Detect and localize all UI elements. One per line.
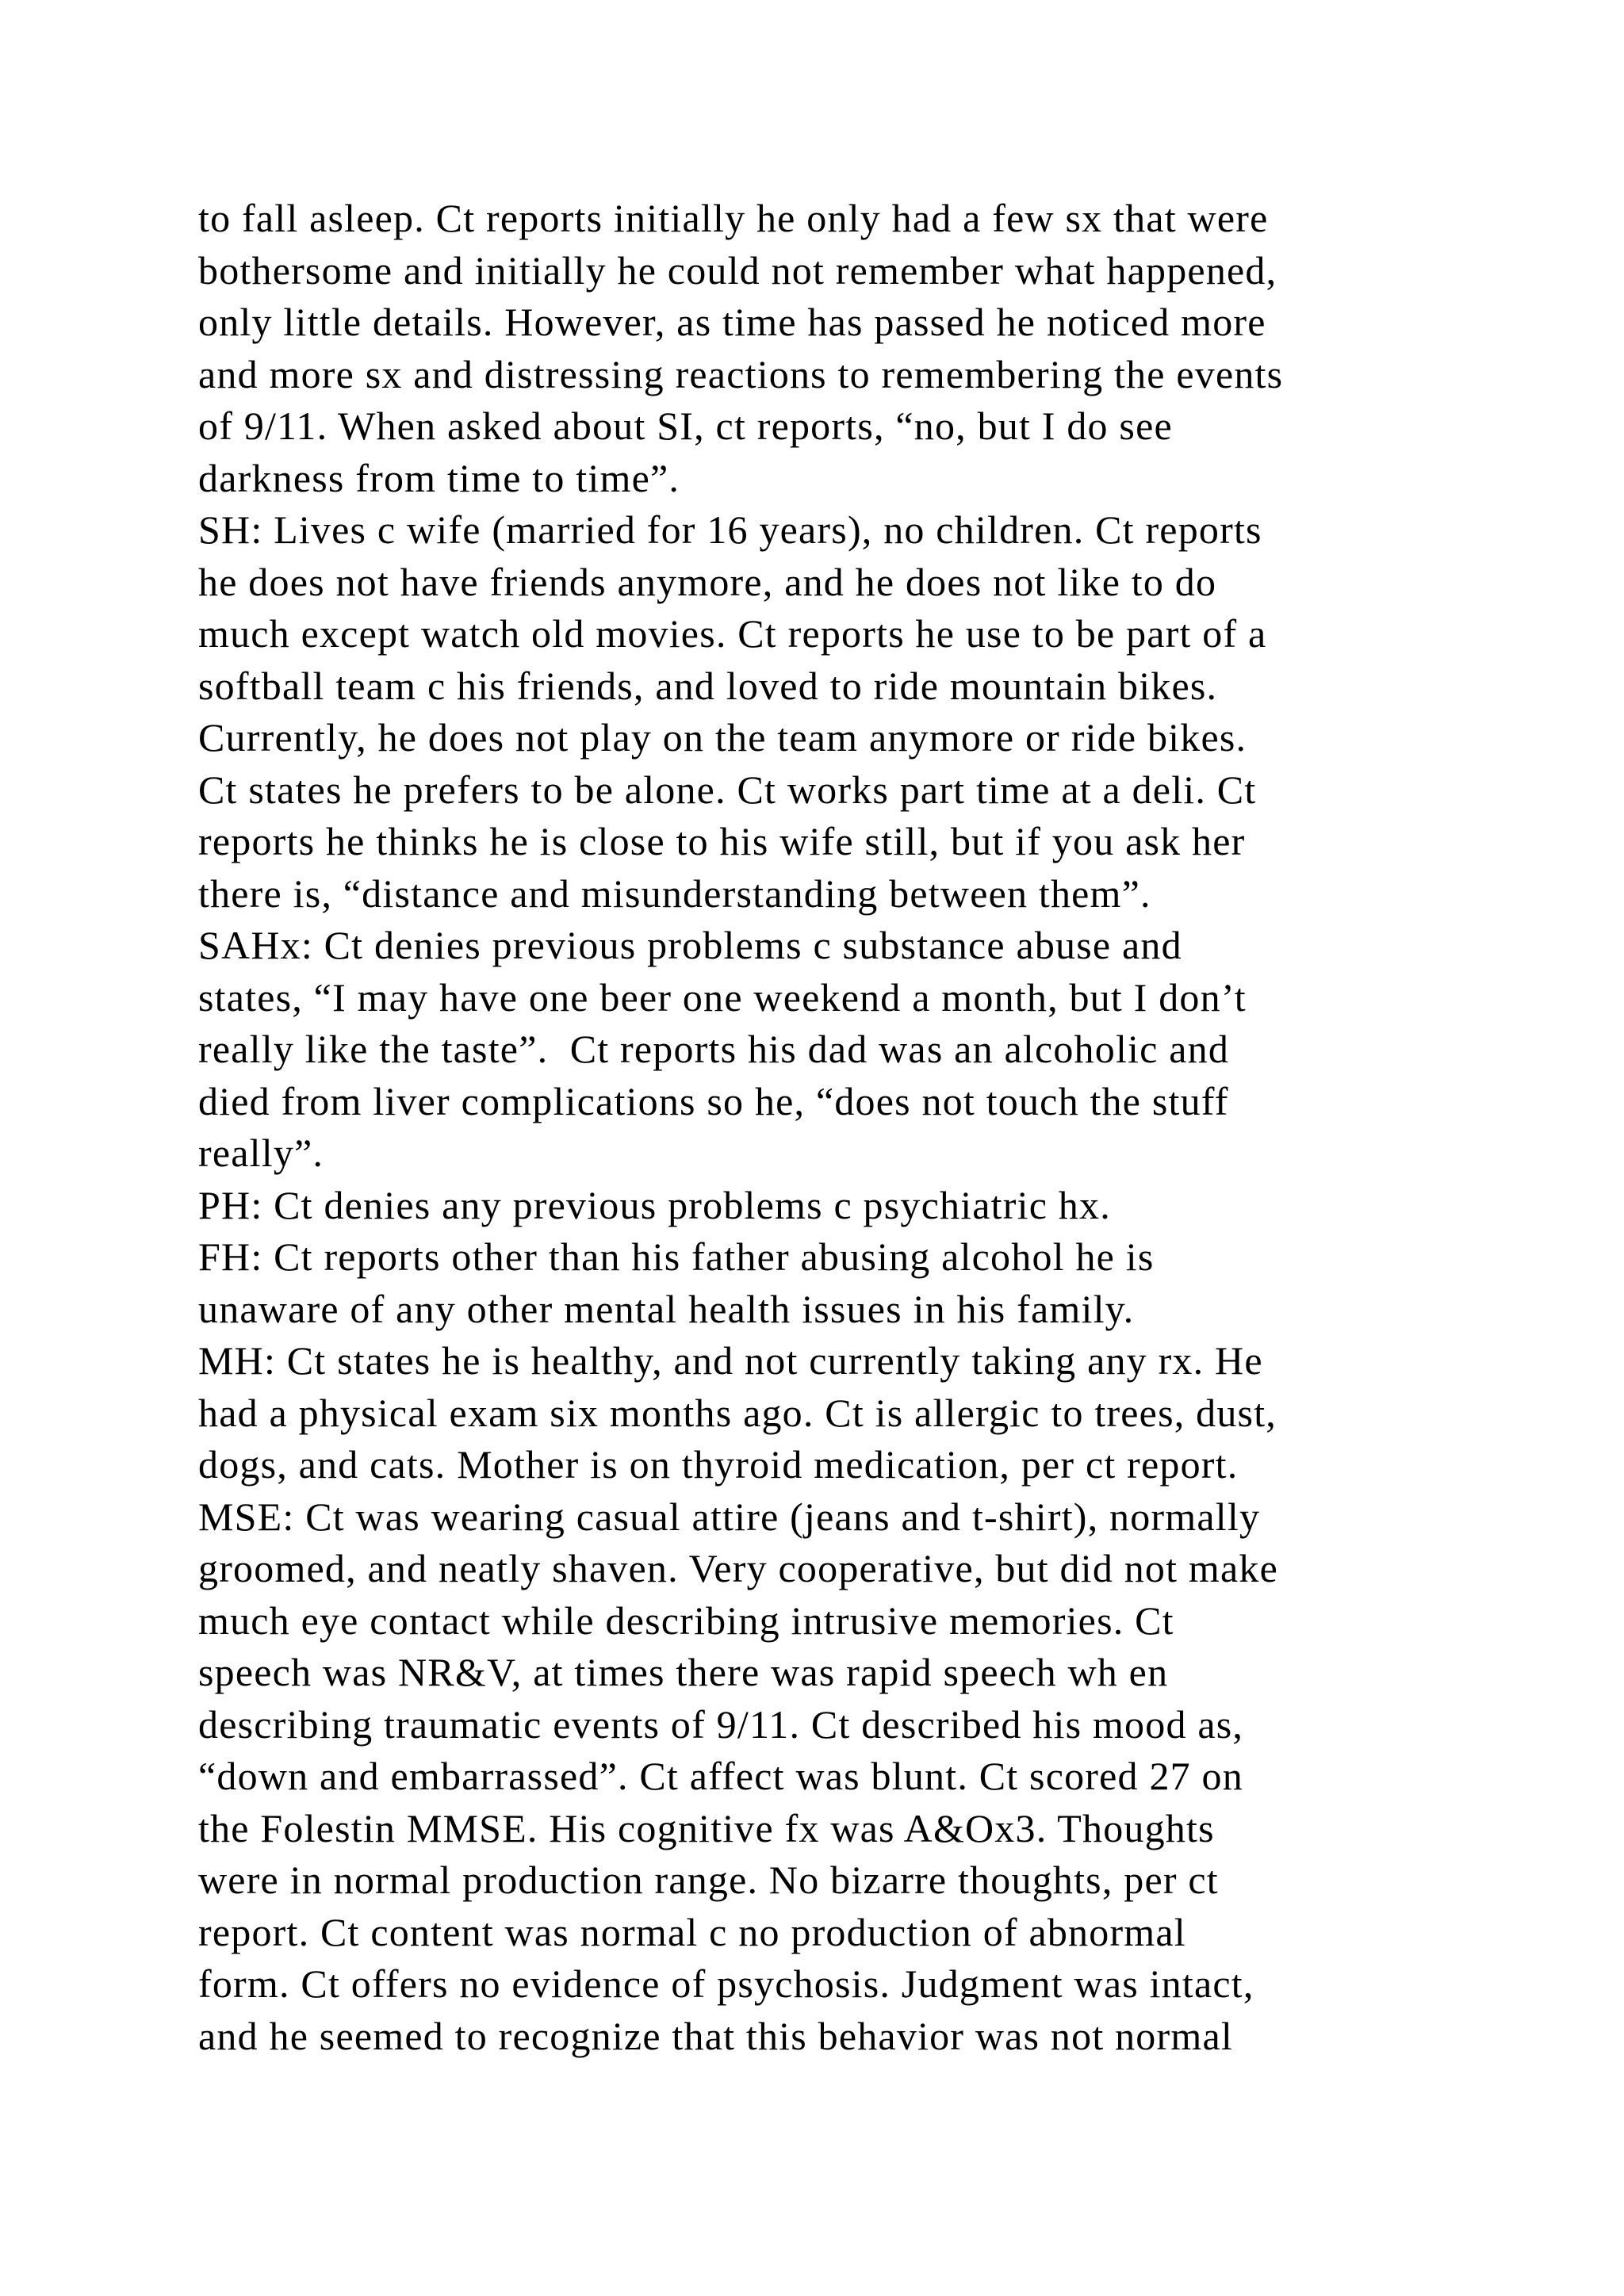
text-line-13: reports he thinks he is close to his wife still, but if you ask her bbox=[198, 819, 1246, 863]
text-line-1: to fall asleep. Ct reports initially he only had a few sx that were bbox=[198, 196, 1269, 240]
text-line-14: there is, “distance and misunderstanding between them”. bbox=[198, 871, 1151, 916]
text-line-36: and he seemed to recognize that this behavior was not normal bbox=[198, 2013, 1233, 2058]
text-line-21: FH: Ct reports other than his father abusing alcohol he is bbox=[198, 1234, 1155, 1279]
text-line-32: the Folestin MMSE. His cognitive fx was A&Ox3. Thoughts bbox=[198, 1805, 1215, 1850]
text-line-30: describing traumatic events of 9/11. Ct described his mood as, bbox=[198, 1701, 1244, 1747]
text-line-33: were in normal production range. No bizarre thoughts, per ct bbox=[198, 1858, 1219, 1902]
text-line-4: and more sx and distressing reactions to remembering the events bbox=[198, 351, 1284, 396]
text-line-18: died from liver complications so he, “does not touch the stuff bbox=[198, 1078, 1229, 1123]
text-line-19: really”. bbox=[198, 1131, 324, 1175]
text-line-8: he does not have friends anymore, and he does not like to do bbox=[198, 559, 1217, 604]
text-line-11: Currently, he does not play on the team anymore or ride bikes. bbox=[198, 715, 1247, 760]
text-line-3: only little details. However, as time has passed he noticed more bbox=[198, 300, 1266, 344]
document-body-text bbox=[198, 193, 1507, 2062]
text-line-22: unaware of any other mental health issues in his family. bbox=[198, 1286, 1135, 1331]
text-line-16: states, “I may have one beer one weekend a month, but I don’t bbox=[198, 974, 1247, 1020]
text-line-15: SAHx: Ct denies previous problems c substance abuse and bbox=[198, 923, 1182, 967]
text-line-31: “down and embarrassed”. Ct affect was blunt. Ct scored 27 on bbox=[198, 1754, 1243, 1798]
text-line-25: dogs, and cats. Mother is on thyroid medication, per ct report. bbox=[198, 1442, 1239, 1487]
text-line-24: had a physical exam six months ago. Ct is allergic to trees, dust, bbox=[198, 1390, 1277, 1435]
text-line-12: Ct states he prefers to be alone. Ct works part time at a deli. Ct bbox=[198, 767, 1257, 812]
text-line-29: speech was NR&V, at times there was rapid speech wh en bbox=[198, 1650, 1169, 1694]
text-line-26: MSE: Ct was wearing casual attire (jeans and t-shirt), normally bbox=[198, 1494, 1261, 1539]
text-line-34: report. Ct content was normal c no production of abnormal bbox=[198, 1909, 1186, 1954]
text-line-28: much eye contact while describing intrusive memories. Ct bbox=[198, 1598, 1174, 1643]
text-line-17: really like the taste”. Ct reports his dad was an alcoholic and bbox=[198, 1027, 1230, 1071]
text-line-6: darkness from time to time”. bbox=[198, 455, 680, 500]
text-line-23: MH: Ct states he is healthy, and not currently taking any rx. He bbox=[198, 1338, 1263, 1383]
text-line-2: bothersome and initially he could not remember what happened, bbox=[198, 247, 1277, 293]
text-line-27: groomed, and neatly shaven. Very cooperative, but did not make bbox=[198, 1546, 1278, 1590]
text-line-7: SH: Lives c wife (married for 16 years), no children. Ct reports bbox=[198, 507, 1262, 552]
text-line-35: form. Ct offers no evidence of psychosis. Judgment was intact, bbox=[198, 1961, 1254, 2006]
text-line-20: PH: Ct denies any previous problems c psychiatric hx. bbox=[198, 1182, 1111, 1227]
text-line-5: of 9/11. When asked about SI, ct reports, “no, but I do see bbox=[198, 404, 1173, 448]
text-line-9: much except watch old movies. Ct reports he use to be part of a bbox=[198, 611, 1267, 656]
text-line-10: softball team c his friends, and loved to ride mountain bikes. bbox=[198, 663, 1218, 708]
